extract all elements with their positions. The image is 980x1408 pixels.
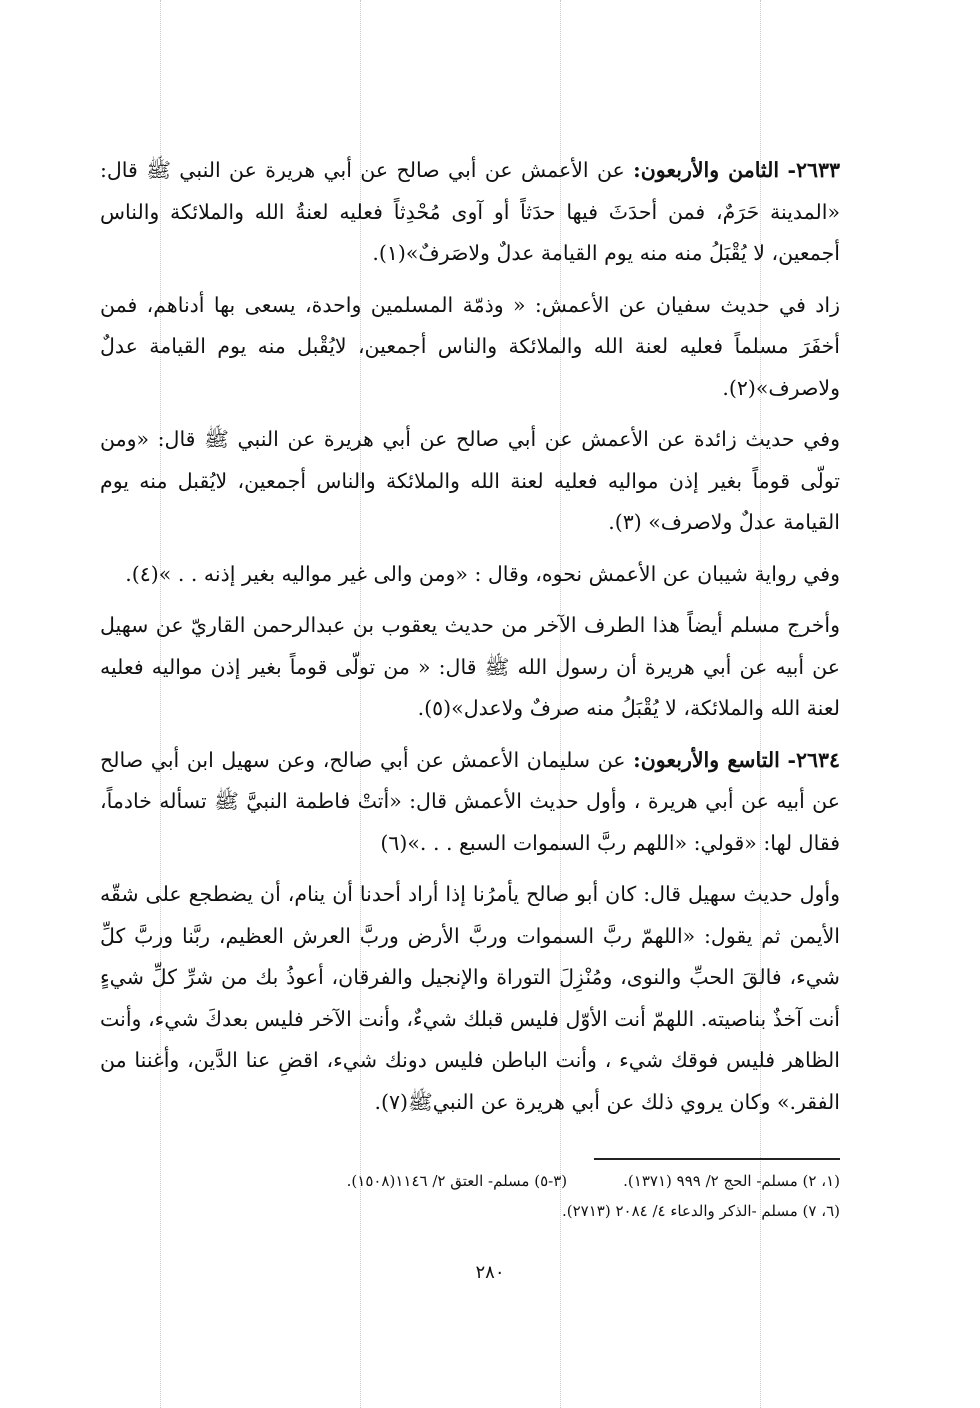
hadith-2633-paragraph	[100, 150, 840, 275]
page-number: ٢٨٠	[475, 1262, 505, 1283]
hadith-number: ٢٦٣٤-	[787, 747, 840, 772]
hadith-text: عن الأعمش عن أبي صالح عن أبي هريرة عن النبي ﷺ قال: «المدينة حَرَمٌ، فمن أحدَثَ فيها حدَثاً أو آوى مُحْدِثاً فعليه لعنةُ الله والملائكة والناس أجمعين، لا يُقْبَلُ منه منه يوم القيامة عدلٌ ولاصَرفٌ»(١).	[100, 158, 840, 265]
suhail-paragraph: وأول حديث سهيل قال: كان أبو صالح يأمرُنا إذا أراد أحدنا أن ينام، أن يضطجع على شقّه الأيمن ثم يقول: «اللهمّ ربَّ السموات وربَّ الأرض وربَّ العرش العظيم، ربَّنا وربَّ كلِّ شيء، فالقَ الحبِّ والنوى، ومُنْزِلَ التوراة والإنجيل والفرقان، أعوذُ بك من شرِّ كلِّ شيءٍ أنت آخذٌ بناصيته. اللهمّ أنت الأوّل فليس قبلك شيءٌ، وأنت الآخر فليس بعدكَ شيء، وأنت الظاهر فليس فوقك شيء ، وأنت الباطن فليس دونك شيء، اقضِ عنا الدَّين، وأغننا من الفقر.» وكان يروي ذلك عن أبي هريرة عن النبيﷺ(٧).	[100, 882, 840, 1114]
hadith-number: ٢٦٣٣-	[787, 158, 840, 182]
sufyan-paragraph: زاد في حديث سفيان عن الأعمش: « وذمّة المسلمين واحدة، يسعى بها أدناهم، فمن أخفَرَ مسلماً فعليه لعنة الله والملائكة والناس أجمعين، لايُقْبل منه يوم القيامة عدلٌ ولاصرف»(٢).	[100, 292, 840, 400]
hadith-title: التاسع والأربعون:	[633, 747, 780, 772]
shayban-paragraph: وفي رواية شيبان عن الأعمش نحوه، وقال : «ومن والى غير مواليه بغير إذنه . . »(٤).	[125, 561, 840, 586]
footnotes	[150, 1166, 840, 1226]
hadith-title: الثامن والأربعون:	[633, 158, 780, 182]
footnote-row	[150, 1166, 840, 1196]
hadith-text: عن سليمان الأعمش عن أبي صالح، وعن سهيل ابن أبي صالح عن أبيه عن أبي هريرة ، وأول حديث الأعمش قال: «أتتْ فاطمة النبيَّ ﷺ تسأله خادماً، فقال لها: «قولي: «اللهم ربَّ السموات السبع . . .»(٦)	[100, 747, 840, 855]
main-text	[100, 150, 840, 1133]
footnote-row	[150, 1196, 840, 1226]
muslim-paragraph: وأخرج مسلم أيضاً هذا الطرف الآخر من حديث يعقوب بن عبدالرحمن القاريّ عن سهيل عن أبيه عن أبي هريرة أن رسول الله ﷺ قال: « من تولّى قوماً بغير إذن مواليه فعليه لعنة الله والملائكة، لا يُقْبَلُ منه صرفٌ ولاعدل»(٥).	[100, 613, 840, 720]
footnote-3-5: (٣-٥) مسلم- العتق ٢/ ١١٤٦(١٥٠٨).	[346, 1172, 568, 1190]
footnote-6-7: (٦، ٧) مسلم -الذكر والدعاء ٤/ ٢٠٨٤ (٢٧١٣).	[561, 1202, 840, 1220]
footnote-1-2: (١، ٢) مسلم- الحج ٢/ ٩٩٩ (١٣٧١).	[623, 1172, 840, 1190]
hadith-2634-paragraph	[100, 740, 840, 865]
zaida-paragraph: وفي حديث زائدة عن الأعمش عن أبي صالح عن أبي هريرة عن النبي ﷺ قال: «ومن تولّى قوماً بغير إذن مواليه فعليه لعنة الله والملائكة والناس أجمعين، لايُقبل منه يوم القيامة عدلٌ ولاصرف» (٣).	[100, 427, 840, 534]
footnote-divider	[594, 1158, 840, 1160]
